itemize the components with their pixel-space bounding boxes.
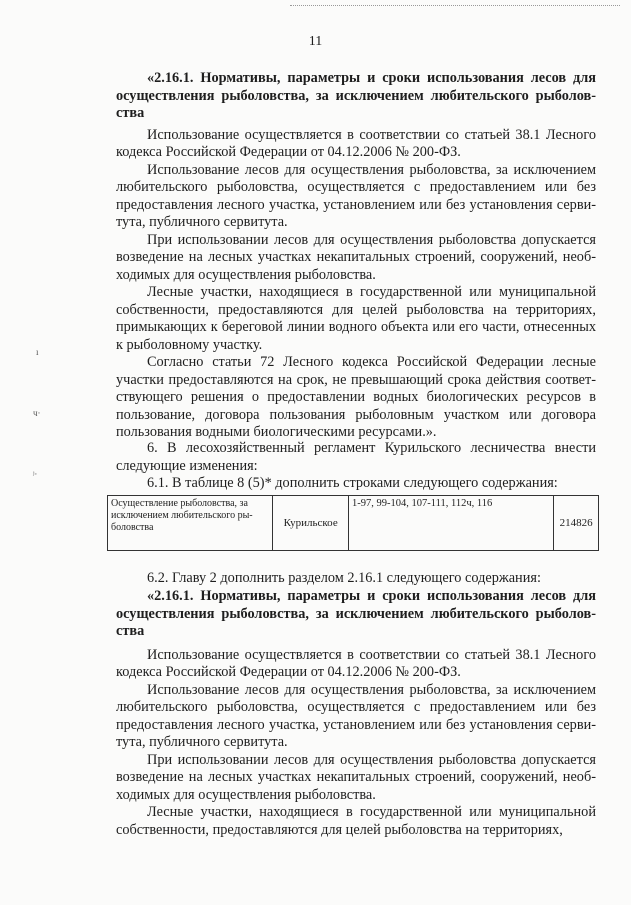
section-1-paragraph-5: Согласно статьи 72 Лесного кодекса Российской Федерации лесные участки предоставляются на срок, не превышающий срока действия соответствующего решения о предоставлении водных биологических ресурсов в пользование, договора пользования рыболовным участком или договора пользования водными биологическими ресурсами.». xyxy=(116,354,596,440)
item-6-2 xyxy=(116,570,596,588)
section-1-paragraph-4: Лесные участки, находящиеся в государственной или муниципальной собственности, предоставляются для целей рыболовства на территориях, примыкающих к береговой линии водного объекта или его части, отнесенных к рыболовному участку. xyxy=(116,284,596,353)
section-1-paragraph-3: При использовании лесов для осуществления рыболовства допускается возведение на лесных участках некапитальных строений, сооружений, необходимых для осуществления рыболовства. xyxy=(116,231,596,283)
section-1-heading: «2.16.1. Нормативы, параметры и сроки использования лесов для осуществления рыболовства, за исключением любительского рыболовства xyxy=(116,70,596,121)
section-2-paragraph-3: При использовании лесов для осуществления рыболовства допускается возведение на лесных участках некапитальных строений, сооружений, необходимых для осуществления рыболовства. xyxy=(116,751,596,803)
section-2 xyxy=(116,588,596,839)
page-number: 11 xyxy=(308,34,323,49)
scan-top-edge xyxy=(290,5,620,6)
section-2-paragraph-4: Лесные участки, находящиеся в государственной или муниципальной собственности, предоставляются для целей рыболовства на территориях, xyxy=(116,804,596,838)
section-2-paragraph-1: Использование осуществляется в соответствии со статьей 38.1 Лесного кодекса Российской Федерации от 04.12.2006 № 200-ФЗ. xyxy=(116,646,596,680)
margin-mark-3: ʲ· xyxy=(33,469,38,479)
item-6 xyxy=(116,440,596,493)
section-2-paragraph-2: Использование лесов для осуществления рыболовства, за исключением любительского рыболовства, осуществляется с предоставлением или без предоставления лесного участка, установлением или без установления сервитута, публичного сервитута. xyxy=(116,681,596,750)
margin-mark-2: ч· xyxy=(33,408,41,418)
item-6-text: 6. В лесохозяйственный регламент Курильского лесничества внести следующие изменения: xyxy=(116,440,596,474)
section-1-paragraph-2: Использование лесов для осуществления рыболовства, за исключением любительского рыболовства, осуществляется с предоставлением или без предоставления лесного участка, установлением или без установления сервитута, публичного сервитута. xyxy=(116,161,596,230)
section-2-heading: «2.16.1. Нормативы, параметры и сроки использования лесов для осуществления рыболовства, за исключением любительского рыболовства xyxy=(116,588,596,639)
item-6-1-text: 6.1. В таблице 8 (5)* дополнить строками следующего содержания: xyxy=(147,475,558,491)
table-cell-area: 214826 xyxy=(559,517,593,529)
table-cell-quarters: 1-97, 99-104, 107-111, 112ч, 116 xyxy=(349,496,554,550)
table-cell-use-type: Осуществление рыболовства, за исключением любительского рыболовства xyxy=(108,496,273,550)
section-1-paragraph-1: Использование осуществляется в соответствии со статьей 38.1 Лесного кодекса Российской Федерации от 04.12.2006 № 200-ФЗ. xyxy=(116,126,596,160)
margin-mark-1: ı xyxy=(36,347,39,357)
regulation-table xyxy=(107,495,599,551)
section-1 xyxy=(116,70,596,442)
table-cell-forestry: Курильское xyxy=(273,496,349,550)
item-6-2-text: 6.2. Главу 2 дополнить разделом 2.16.1 следующего содержания: xyxy=(147,570,541,586)
